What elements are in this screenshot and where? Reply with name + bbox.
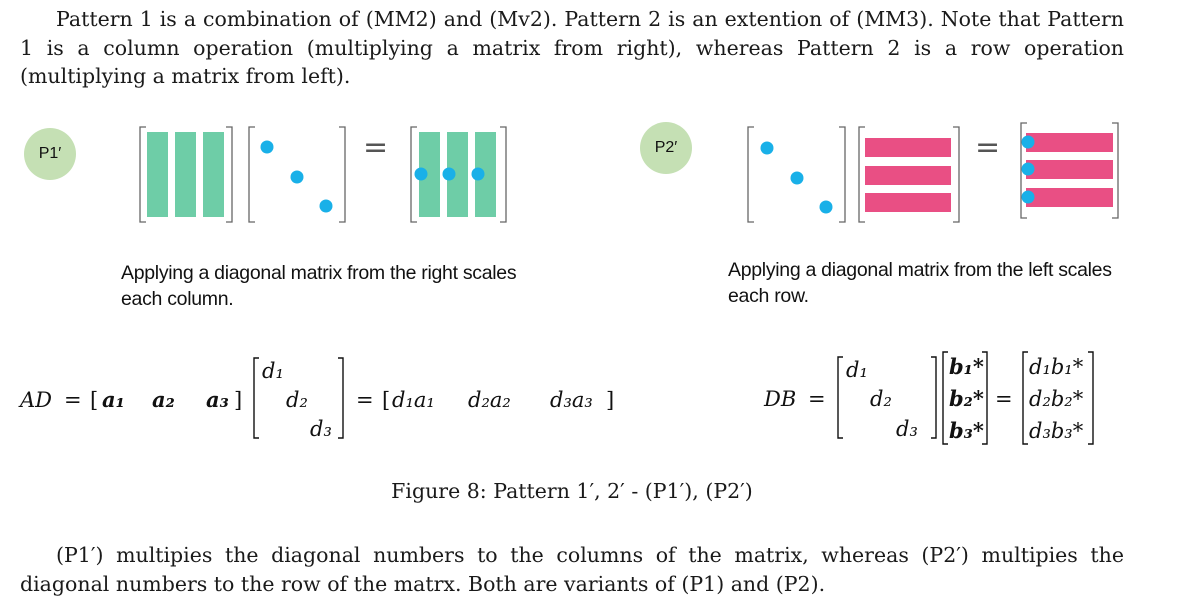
- equals-sign: =: [975, 130, 1001, 165]
- equals-sign: =: [363, 130, 389, 165]
- svg-text:=: =: [64, 388, 82, 412]
- column-a3: [203, 132, 224, 217]
- column-a2: [175, 132, 196, 217]
- eq-res-d1b1: d₁b₁*: [1029, 355, 1084, 379]
- scale-dot-3: [472, 168, 485, 181]
- diag-dot-3: [820, 201, 833, 214]
- diag-dot-1: [761, 142, 774, 155]
- p2-prime-note: Applying a diagonal matrix from the left scales each row.: [728, 259, 1112, 307]
- p1-prime-diagram: [130, 110, 530, 235]
- eq-res-d1a1: d₁a₁: [392, 388, 435, 412]
- eq-res-d2a2: d₂a₂: [468, 388, 511, 412]
- diag-dot-1: [261, 141, 274, 154]
- svg-text:]: ]: [606, 388, 615, 412]
- row-b1: [865, 138, 951, 157]
- eq-row-b1: b₁*: [949, 354, 984, 379]
- scale-dot-2: [1022, 163, 1035, 176]
- intro-paragraph: Pattern 1 is a combination of (MM2) and (Mv2). Pattern 2 is an extention of (MM3). Note that Pattern 1 is a column operation (multiplying a matrix from right), whereas Pattern 2 is a row operation (multiplying a matrix from left).: [20, 7, 1124, 88]
- row-d3b3: [1026, 188, 1113, 207]
- equation-db: [762, 348, 1112, 452]
- eq-res-d3b3: d₃b₃*: [1029, 419, 1084, 443]
- eq-res-d2b2: d₂b₂*: [1029, 387, 1084, 411]
- svg-text:]: ]: [234, 388, 243, 412]
- diag-dot-2: [791, 172, 804, 185]
- column-a1: [147, 132, 168, 217]
- eq-res-d3a3: d₃a₃: [550, 388, 593, 412]
- equation-ad: [18, 350, 638, 450]
- row-d1b1: [1026, 133, 1113, 152]
- eq-row-b2: b₂*: [949, 386, 984, 411]
- eq-diag-d2: d₂: [286, 388, 308, 412]
- scale-dot-3: [1022, 191, 1035, 204]
- eq-lhs-db: DB: [764, 387, 797, 411]
- closing-paragraph: (P1′) multipies the diagonal numbers to the columns of the matrix, whereas (P2′) multipies the diagonal numbers to the row of the matrx. Both are variants of (P1) and (P2).: [20, 543, 1124, 596]
- eq-col-a2: a₂: [152, 387, 175, 412]
- svg-text:[: [: [382, 388, 391, 412]
- eq-col-a3: a₃: [206, 387, 229, 412]
- scale-dot-2: [443, 168, 456, 181]
- diag-dot-2: [291, 171, 304, 184]
- p1-prime-badge: P1′: [24, 128, 76, 180]
- scale-dot-1: [415, 168, 428, 181]
- eq-diag-d1: d₁: [846, 358, 868, 382]
- row-b2: [865, 166, 951, 185]
- eq-diag-d2: d₂: [870, 387, 892, 411]
- figure-caption: Figure 8: Pattern 1′, 2′ - (P1′), (P2′): [391, 479, 753, 503]
- eq-lhs-ad: AD: [20, 388, 53, 412]
- eq-row-b3: b₃*: [949, 418, 984, 443]
- svg-text:=: =: [808, 387, 826, 411]
- eq-diag-d3: d₃: [310, 417, 332, 441]
- row-b3: [865, 193, 951, 212]
- eq-col-a1: a₁: [102, 387, 125, 412]
- svg-text:=: =: [356, 388, 374, 412]
- eq-diag-d3: d₃: [896, 417, 918, 441]
- diag-dot-3: [320, 200, 333, 213]
- scale-dot-1: [1022, 136, 1035, 149]
- svg-text:=: =: [995, 387, 1013, 411]
- p2-prime-diagram: [736, 110, 1136, 235]
- eq-diag-d1: d₁: [262, 359, 284, 383]
- svg-text:[: [: [90, 388, 99, 412]
- p1-prime-note: Applying a diagonal matrix from the right scales each column.: [121, 262, 517, 310]
- p2-prime-badge: P2′: [640, 122, 692, 174]
- row-d2b2: [1026, 160, 1113, 179]
